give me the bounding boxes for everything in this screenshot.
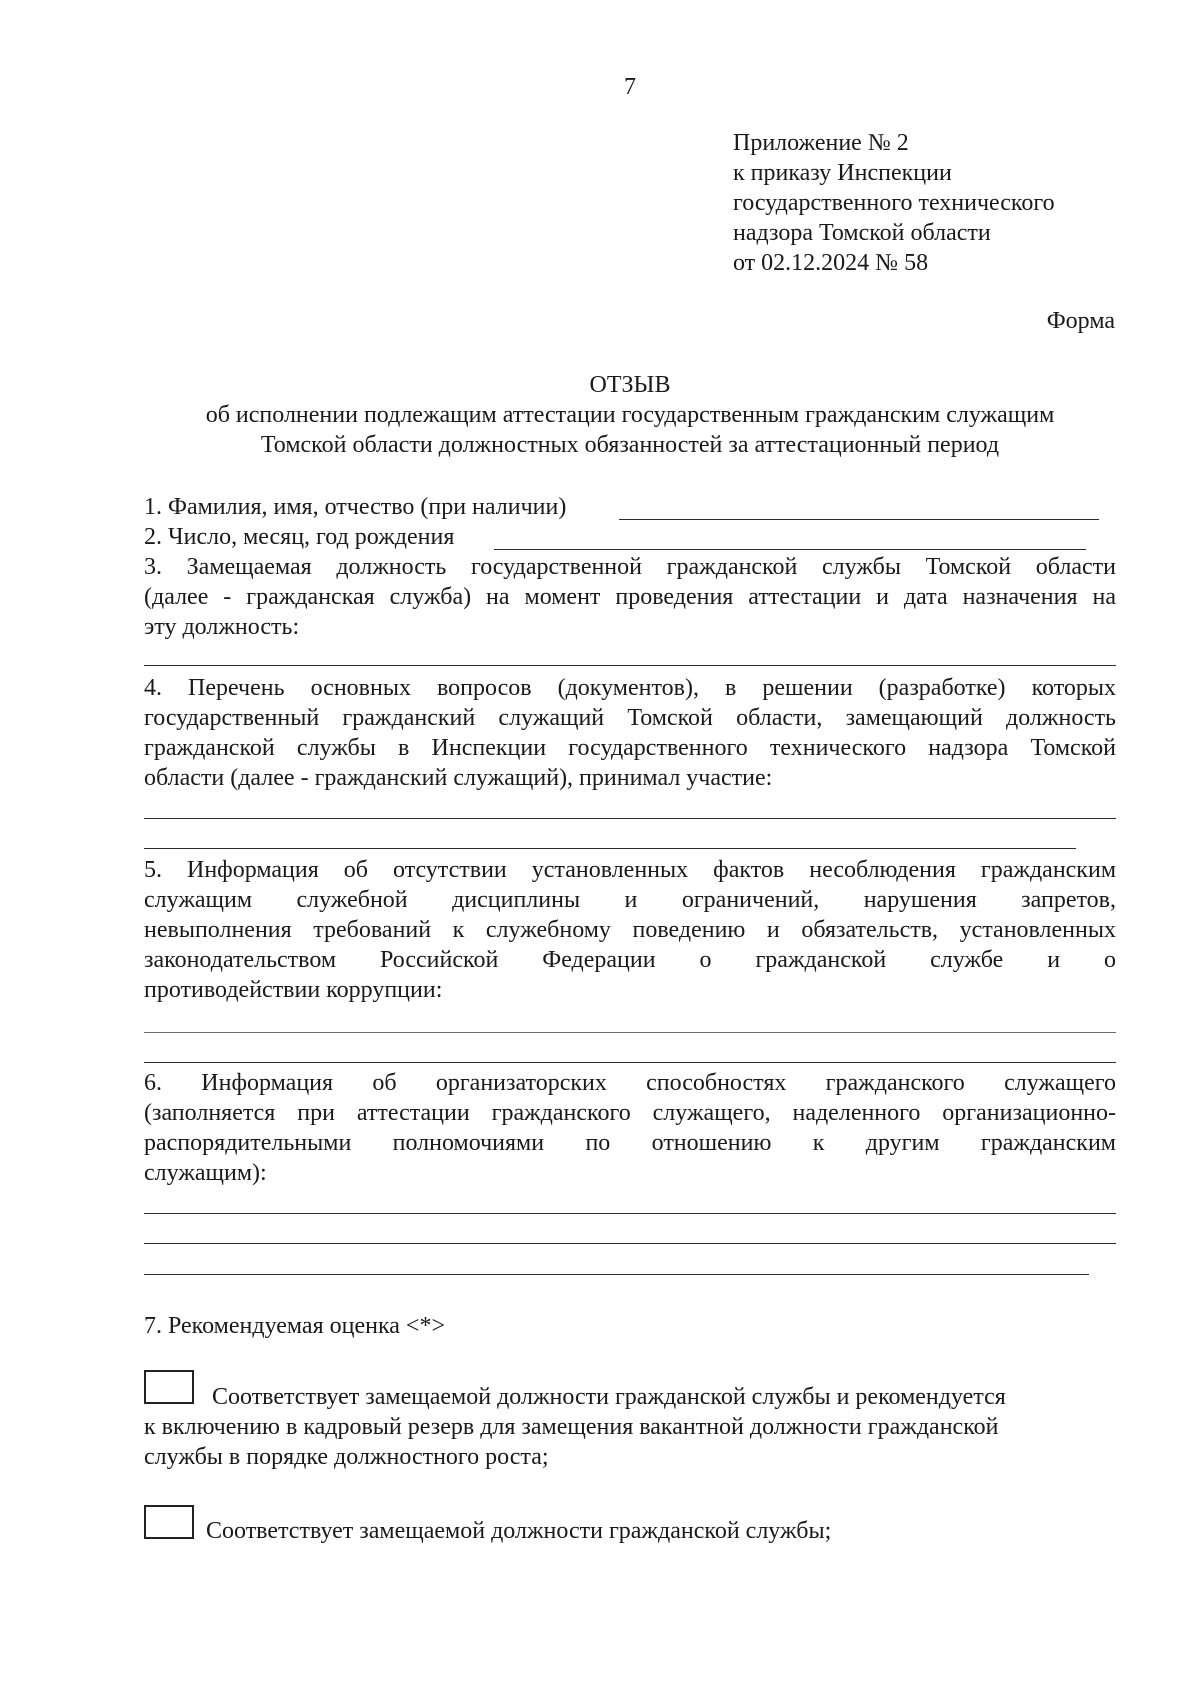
item-5-line: 5. Информация об отсутствии установленных фактов несоблюдения гражданским (144, 857, 1116, 883)
item-6-line: служащим): (144, 1160, 267, 1186)
option-2-checkbox[interactable] (144, 1505, 194, 1539)
item-4-fill-line[interactable] (144, 848, 1076, 849)
item-1-label: 1. Фамилия, имя, отчество (при наличии) (144, 494, 567, 520)
form-label: Форма (1046, 308, 1115, 334)
item-6-line: распорядительными полномочиями по отношению к другим гражданским (144, 1130, 1116, 1156)
item-1-fill-line[interactable] (619, 519, 1099, 520)
item-5-line: невыполнения требований к служебному поведению и обязательств, установленных (144, 917, 1116, 943)
option-1-line: службы в порядке должностного роста; (144, 1444, 549, 1470)
appendix-line: от 02.12.2024 № 58 (733, 250, 929, 276)
document-subtitle-line: Томской области должностных обязанностей за аттестационный период (260, 432, 1000, 458)
item-3-line: 3. Замещаемая должность государственной гражданской службы Томской области (144, 554, 1116, 580)
item-6-line: (заполняется при аттестации гражданского служащего, наделенного организационно- (144, 1100, 1116, 1126)
document-subtitle-line: об исполнении подлежащим аттестации государственным гражданским служащим (205, 402, 1055, 428)
document-title: ОТЗЫВ (589, 372, 671, 398)
item-6-fill-line[interactable] (144, 1243, 1116, 1244)
appendix-line: государственного технического (733, 190, 1055, 216)
item-3-line: эту должность: (144, 614, 300, 640)
item-4-line: 4. Перечень основных вопросов (документов), в решении (разработке) которых (144, 675, 1116, 701)
item-7-label: 7. Рекомендуемая оценка <*> (144, 1313, 445, 1339)
item-2-fill-line[interactable] (494, 549, 1086, 550)
appendix-line: надзора Томской области (733, 220, 991, 246)
item-6-fill-line[interactable] (144, 1213, 1116, 1214)
option-1-checkbox[interactable] (144, 1370, 194, 1404)
option-1-line: к включению в кадровый резерв для замещения вакантной должности гражданской (144, 1414, 999, 1440)
item-4-line: гражданской службы в Инспекции государственного технического надзора Томской (144, 735, 1116, 761)
item-3-fill-line[interactable] (144, 665, 1116, 666)
appendix-line: к приказу Инспекции (733, 160, 952, 186)
item-5-fill-line[interactable] (144, 1032, 1116, 1033)
item-2-label: 2. Число, месяц, год рождения (144, 524, 455, 550)
appendix-line: Приложение № 2 (733, 130, 909, 156)
item-4-line: государственный гражданский служащий Томской области, замещающий должность (144, 705, 1116, 731)
item-4-fill-line[interactable] (144, 818, 1116, 819)
item-4-line: области (далее - гражданский служащий), принимал участие: (144, 765, 773, 791)
item-6-line: 6. Информация об организаторских способностях гражданского служащего (144, 1070, 1116, 1096)
item-6-fill-line[interactable] (144, 1274, 1089, 1275)
item-5-line: служащим служебной дисциплины и ограничений, нарушения запретов, (144, 887, 1116, 913)
item-5-line: законодательством Российской Федерации о гражданской службе и о (144, 947, 1116, 973)
page-number: 7 (624, 74, 636, 100)
item-5-fill-line[interactable] (144, 1062, 1116, 1063)
item-3-line: (далее - гражданская служба) на момент проведения аттестации и дата назначения на (144, 584, 1116, 610)
option-2-label: Соответствует замещаемой должности гражданской службы; (206, 1518, 832, 1544)
item-5-line: противодействии коррупции: (144, 977, 443, 1003)
option-1-line: Соответствует замещаемой должности гражданской службы и рекомендуется (212, 1384, 1006, 1410)
